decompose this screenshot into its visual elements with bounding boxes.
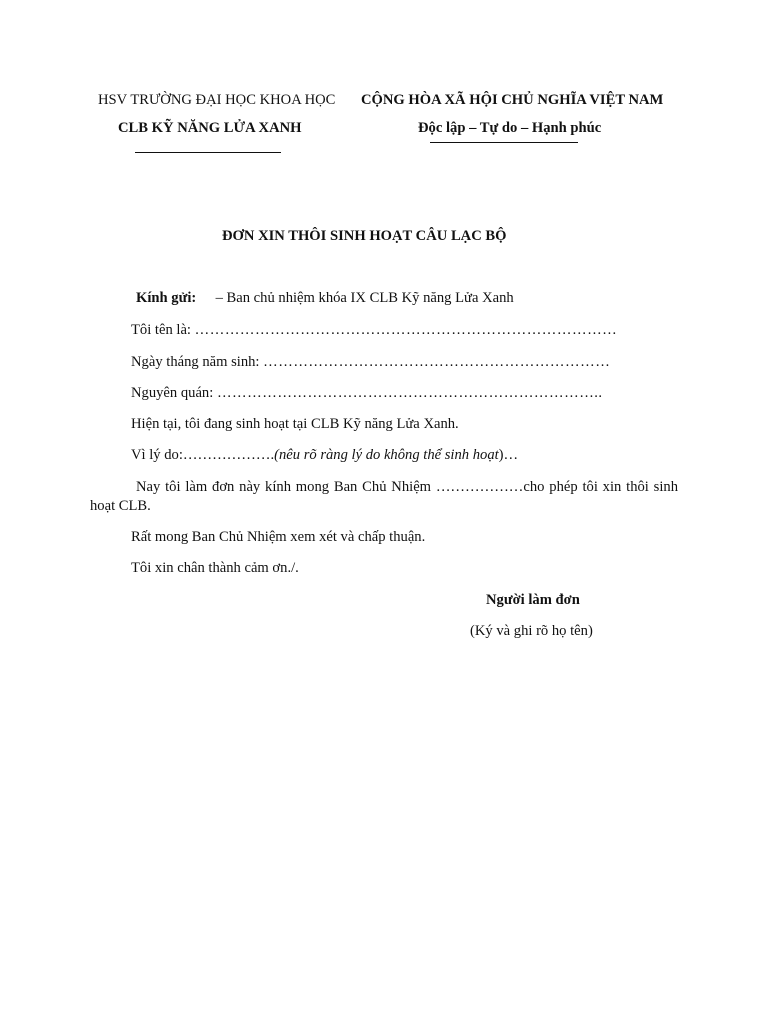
reason-hint: (nêu rõ ràng lý do không thể sinh hoạt <box>274 447 499 463</box>
recipient-value: – Ban chủ nhiệm khóa IX CLB Kỹ năng Lửa Xanh <box>215 290 514 306</box>
dob-line <box>131 354 610 371</box>
document-title: ĐƠN XIN THÔI SINH HOẠT CÂU LẠC BỘ <box>222 228 507 244</box>
reason-end: )… <box>498 447 519 463</box>
header-right-line1: CỘNG HÒA XÃ HỘI CHỦ NGHĨA VIỆT NAM <box>361 92 664 108</box>
dob-dots: …………………………………………………………… <box>263 354 611 370</box>
current-status-line: Hiện tại, tôi đang sinh hoạt tại CLB Kỹ năng Lửa Xanh. <box>131 416 459 432</box>
signature-note: (Ký và ghi rõ họ tên) <box>470 623 593 639</box>
request-paragraph <box>90 478 678 516</box>
reason-dots: ………………. <box>182 447 275 463</box>
reason-label: Vì lý do: <box>131 447 183 463</box>
header-right-line2: Độc lập – Tự do – Hạnh phúc <box>418 120 602 136</box>
recipient-line <box>136 290 514 307</box>
origin-line <box>131 385 603 402</box>
signature-title: Người làm đơn <box>486 592 580 608</box>
dob-label: Ngày tháng năm sinh: <box>131 354 264 370</box>
recipient-label: Kính gửi: <box>136 290 197 306</box>
reason-line <box>131 447 518 464</box>
origin-dots: ………………………………………………………………….. <box>216 385 603 401</box>
name-dots: ………………………………………………………………………… <box>194 322 618 338</box>
name-line <box>131 322 617 339</box>
request-part1: Nay tôi làm đơn này kính mong Ban Chủ Nhiệm ……………… <box>136 479 524 495</box>
header-left-divider <box>135 152 281 153</box>
header-right-divider <box>430 142 578 143</box>
header-left-line2: CLB KỸ NĂNG LỬA XANH <box>118 120 302 136</box>
name-label: Tôi tên là: <box>131 322 195 338</box>
thanks-line: Tôi xin chân thành cảm ơn./. <box>131 560 299 576</box>
request-part2: cho phép tôi xin thôi sinh hoạt CLB. <box>90 479 678 514</box>
origin-label: Nguyên quán: <box>131 385 217 401</box>
header-left-line1: HSV TRƯỜNG ĐẠI HỌC KHOA HỌC <box>98 92 336 108</box>
hope-line: Rất mong Ban Chủ Nhiệm xem xét và chấp thuận. <box>131 529 426 545</box>
